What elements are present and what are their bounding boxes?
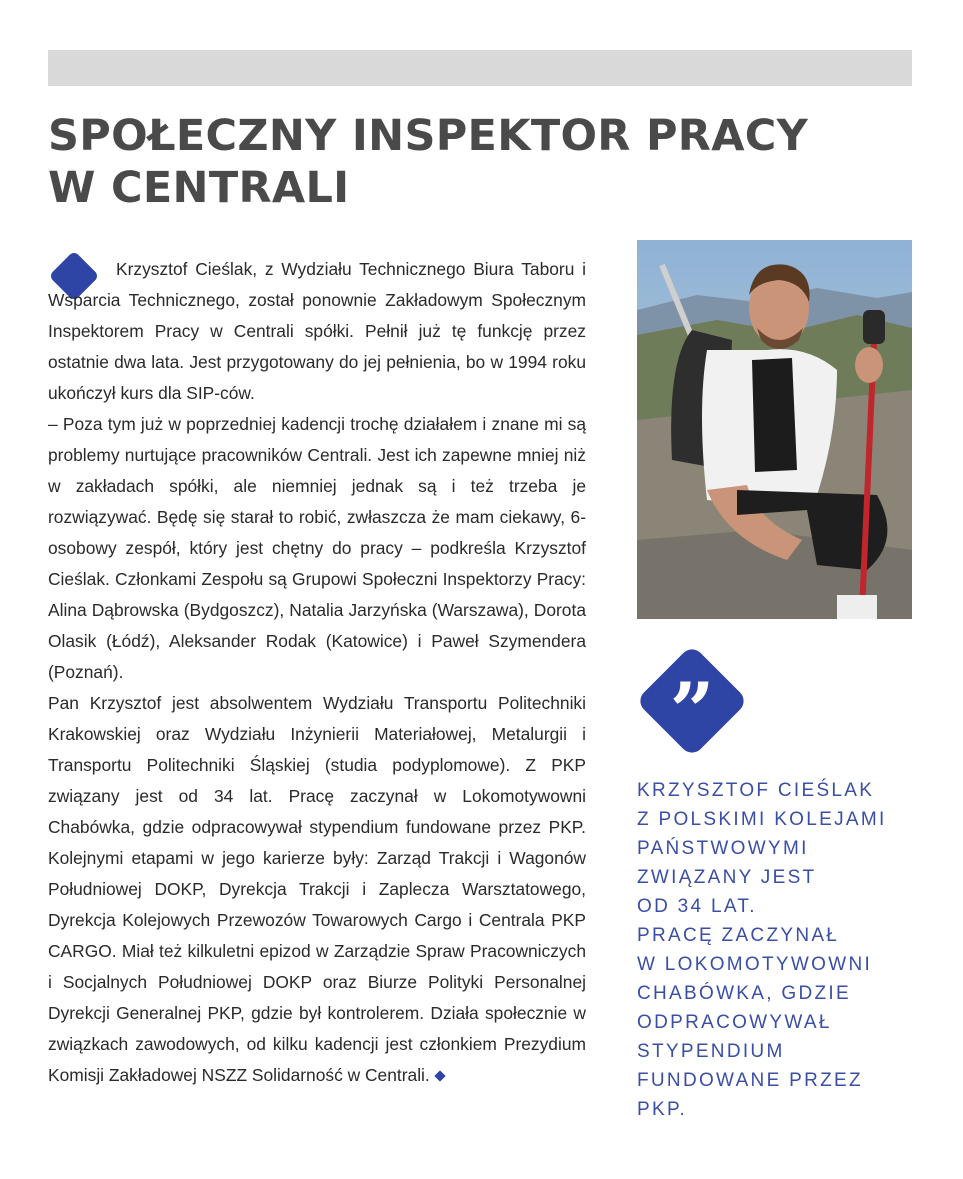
pull-quote-line: ZWIĄZANY JEST: [637, 867, 817, 888]
hiker-photo-illustration: [637, 240, 912, 619]
pull-quote-line: Z POLSKIMI KOLEJAMI: [637, 809, 887, 830]
pull-quote-line: W LOKOMOTYWOWNI: [637, 954, 873, 975]
article-paragraph-3: [48, 688, 586, 1091]
pull-quote-line: OD 34 LAT.: [637, 896, 757, 917]
pull-quote-line: STYPENDIUM: [637, 1041, 785, 1062]
pull-quote-line: ODPRACOWYWAŁ: [637, 1012, 832, 1033]
article-paragraph-2: – Poza tym już w poprzedniej kadencji trochę działałem i znane mi są problemy nurtujące pracowników Centrali. Jest ich zapewne mniej niż w zakładach spółki, ale niemniej jednak są i też trzeba je rozwiązywać. Będę się starał to robić, zwłaszcza że mam ciekawy, 6-osobowy zespół, który jest chętny do pracy – podkreśla Krzysztof Cieślak. Członkami Zespołu są Grupowi Społeczni Inspektorzy Pracy: Alina Dąbrowska (Bydgoszcz), Natalia Jarzyńska (Warszawa), Dorota Olasik (Łódź), Aleksander Rodak (Katowice) i Paweł Szymendera (Poznań).: [48, 414, 586, 682]
article-title: [48, 110, 868, 214]
title-line-1: SPOŁECZNY INSPEKTOR PRACY: [48, 111, 809, 161]
pull-quote-line: PAŃSTWOWYMI: [637, 838, 809, 859]
pull-quote-line: FUNDOWANE PRZEZ: [637, 1070, 863, 1091]
pull-quote-line: CHABÓWKA, GDZIE: [637, 983, 851, 1004]
pull-quote-line: PKP.: [637, 1099, 688, 1120]
article-body: [48, 254, 586, 1091]
title-line-2: W CENTRALI: [48, 163, 350, 213]
end-diamond-icon: [434, 1071, 445, 1082]
article-paragraph-3-text: Pan Krzysztof jest absolwentem Wydziału Transportu Politechniki Krakowskiej oraz Wydziału Inżynierii Materiałowej, Metalurgii i Transportu Politechniki Śląskiej (studia podyplomowe). Z PKP związany jest od 34 lat. Pracę zaczynał w Lokomotywowni Chabówka, gdzie odpracowywał stypendium fundowane przez PKP. Kolejnymi etapami w jego karierze były: Zarząd Trakcji i Wagonów Południowej DOKP, Dyrekcja Trakcji i Zaplecza Warsztatowego, Dyrekcja Kolejowych Przewozów Towarowych Cargo i Centrala PKP CARGO. Miał też kilkuletni epizod w Zarządzie Spraw Pracowniczych i Socjalnych Południowej DOKP oraz Biurze Polityki Personalnej Dyrekcji Generalnej PKP, gdzie był kontrolerem. Działa społecznie w związkach zawodowych, od kilku kadencji jest członkiem Prezydium Komisji Zakładowej NSZZ Solidarność w Centrali.: [48, 693, 586, 1085]
pull-quote: [637, 776, 927, 1124]
header-bar: [48, 50, 912, 86]
pull-quote-line: KRZYSZTOF CIEŚLAK: [637, 780, 875, 801]
article-paragraph-1: Krzysztof Cieślak, z Wydziału Technicznego Biura Taboru i Wsparcia Technicznego, został ponownie Zakładowym Społecznym Inspektorem Pracy w Centrali spółki. Pełnił już tę funkcję przez ostatnie dwa lata. Jest przygotowany do jej pełnienia, bo w 1994 roku ukończył kurs dla SIP-ców.: [48, 259, 586, 403]
portrait-photo: [637, 240, 912, 619]
quote-mark-icon: ”: [669, 666, 715, 757]
pull-quote-line: PRACĘ ZACZYNAŁ: [637, 925, 840, 946]
